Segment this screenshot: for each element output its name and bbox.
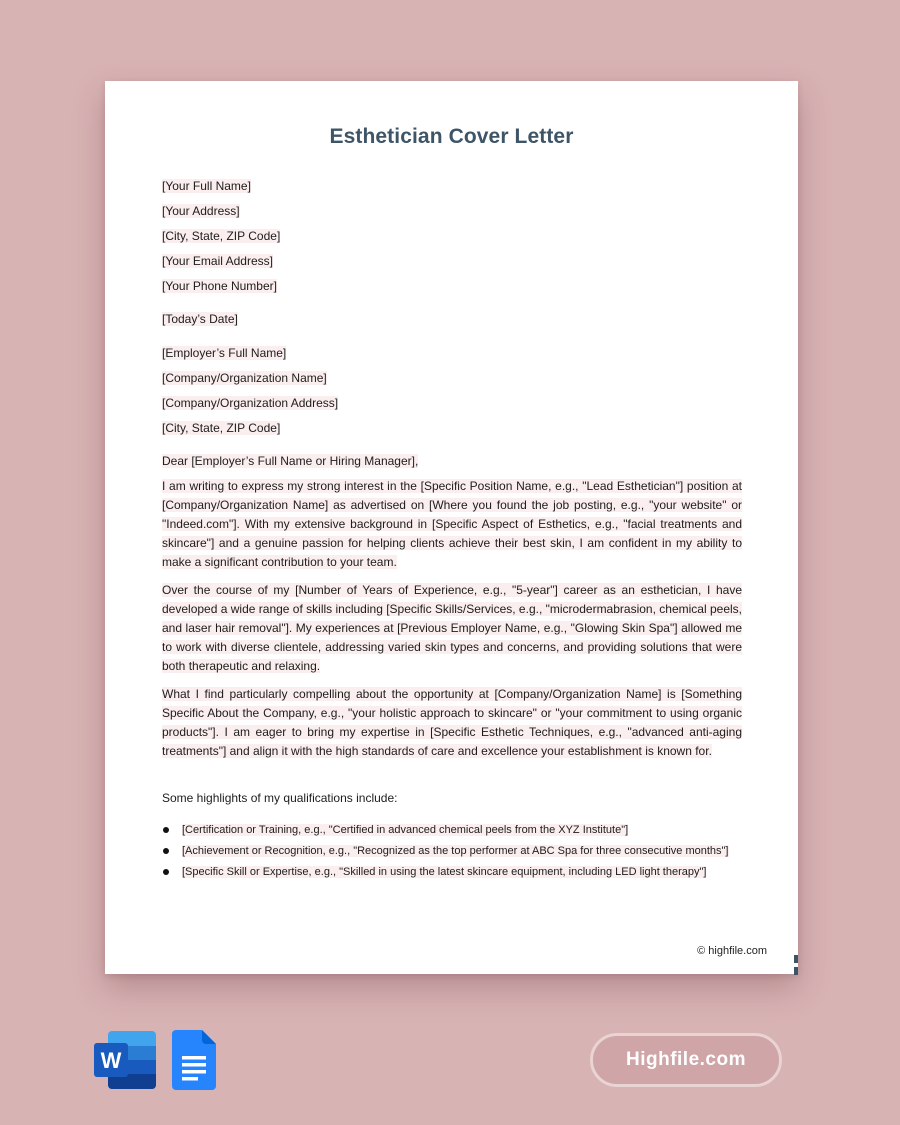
body-paragraph-2: Over the course of my [Number of Years of Experience, e.g., "5-year"] career as an esthetician, I have developed a wide range of skills including [Specific Skills/Services, e.g., "microdermabrasion, chemical peels, and laser hair removal"]. My experiences at [Previous Employer Name, e.g., "Glowing Skin Spa"] allowed me to work with diverse clientele, addressing varied skin types and concerns, and providing solutions that were both therapeutic and relaxing. bbox=[162, 583, 742, 673]
bullet-icon bbox=[163, 827, 169, 833]
recipient-line: [City, State, ZIP Code] bbox=[162, 421, 281, 435]
body-paragraph-1: I am writing to express my strong interest in the [Specific Position Name, e.g., "Lead Esthetician"] position at [Company/Organization Name] as advertised on [Where you found the job posting, e.g., "your website" or "Indeed.com"]. With my extensive background in [Specific Aspect of Esthetics, e.g., "facial treatments and skincare"] and a genuine passion for helping clients achieve their best skin, I am confident in my ability to make a significant contribution to your team. bbox=[162, 479, 742, 569]
document-page bbox=[105, 81, 798, 974]
highlights-intro: Some highlights of my qualifications include: bbox=[162, 791, 398, 805]
highfile-link-label: Highfile.com bbox=[625, 1049, 746, 1070]
salutation: Dear [Employer’s Full Name or Hiring Manager], bbox=[162, 454, 419, 468]
word-icon[interactable] bbox=[94, 1031, 156, 1089]
svg-text:W: W bbox=[100, 1048, 122, 1073]
sender-block bbox=[162, 174, 742, 299]
body-paragraph-3: What I find particularly compelling about the opportunity at [Company/Organization Name] is [Something Specific About the Company, e.g., "your holistic approach to skincare" or "your commitment to using organic products"]. I am eager to bring my expertise in [Specific Esthetic Techniques, e.g., "advanced anti-aging treatments"] and align it with the high standards of care and excellence your establishment is known for. bbox=[162, 687, 742, 758]
recipient-line: [Employer’s Full Name] bbox=[162, 346, 287, 360]
date-block bbox=[162, 307, 742, 332]
copyright-notice: © highfile.com bbox=[697, 945, 767, 957]
highfile-link-button[interactable] bbox=[590, 1033, 782, 1087]
sender-line: [Your Email Address] bbox=[162, 254, 273, 268]
sender-line: [Your Phone Number] bbox=[162, 279, 277, 293]
salutation-block bbox=[162, 449, 742, 474]
highlights-list bbox=[162, 820, 762, 883]
list-item: [Specific Skill or Expertise, e.g., "Skilled in using the latest skincare equipment, including LED light therapy"] bbox=[162, 862, 762, 883]
date-line: [Today’s Date] bbox=[162, 312, 238, 326]
recipient-block bbox=[162, 341, 742, 441]
recipient-line: [Company/Organization Name] bbox=[162, 371, 327, 385]
corner-mark-bottom-right bbox=[794, 955, 798, 975]
list-item: [Achievement or Recognition, e.g., "Recognized as the top performer at ABC Spa for three consecutive months"] bbox=[162, 841, 762, 862]
recipient-line: [Company/Organization Address] bbox=[162, 396, 339, 410]
sender-line: [City, State, ZIP Code] bbox=[162, 229, 281, 243]
google-docs-icon[interactable] bbox=[172, 1030, 216, 1090]
document-title: Esthetician Cover Letter bbox=[329, 125, 574, 148]
list-item: [Certification or Training, e.g., "Certified in advanced chemical peels from the XYZ Institute"] bbox=[162, 820, 762, 841]
bullet-icon bbox=[163, 848, 169, 854]
sender-line: [Your Full Name] bbox=[162, 179, 251, 193]
sender-line: [Your Address] bbox=[162, 204, 240, 218]
bullet-icon bbox=[163, 869, 169, 875]
